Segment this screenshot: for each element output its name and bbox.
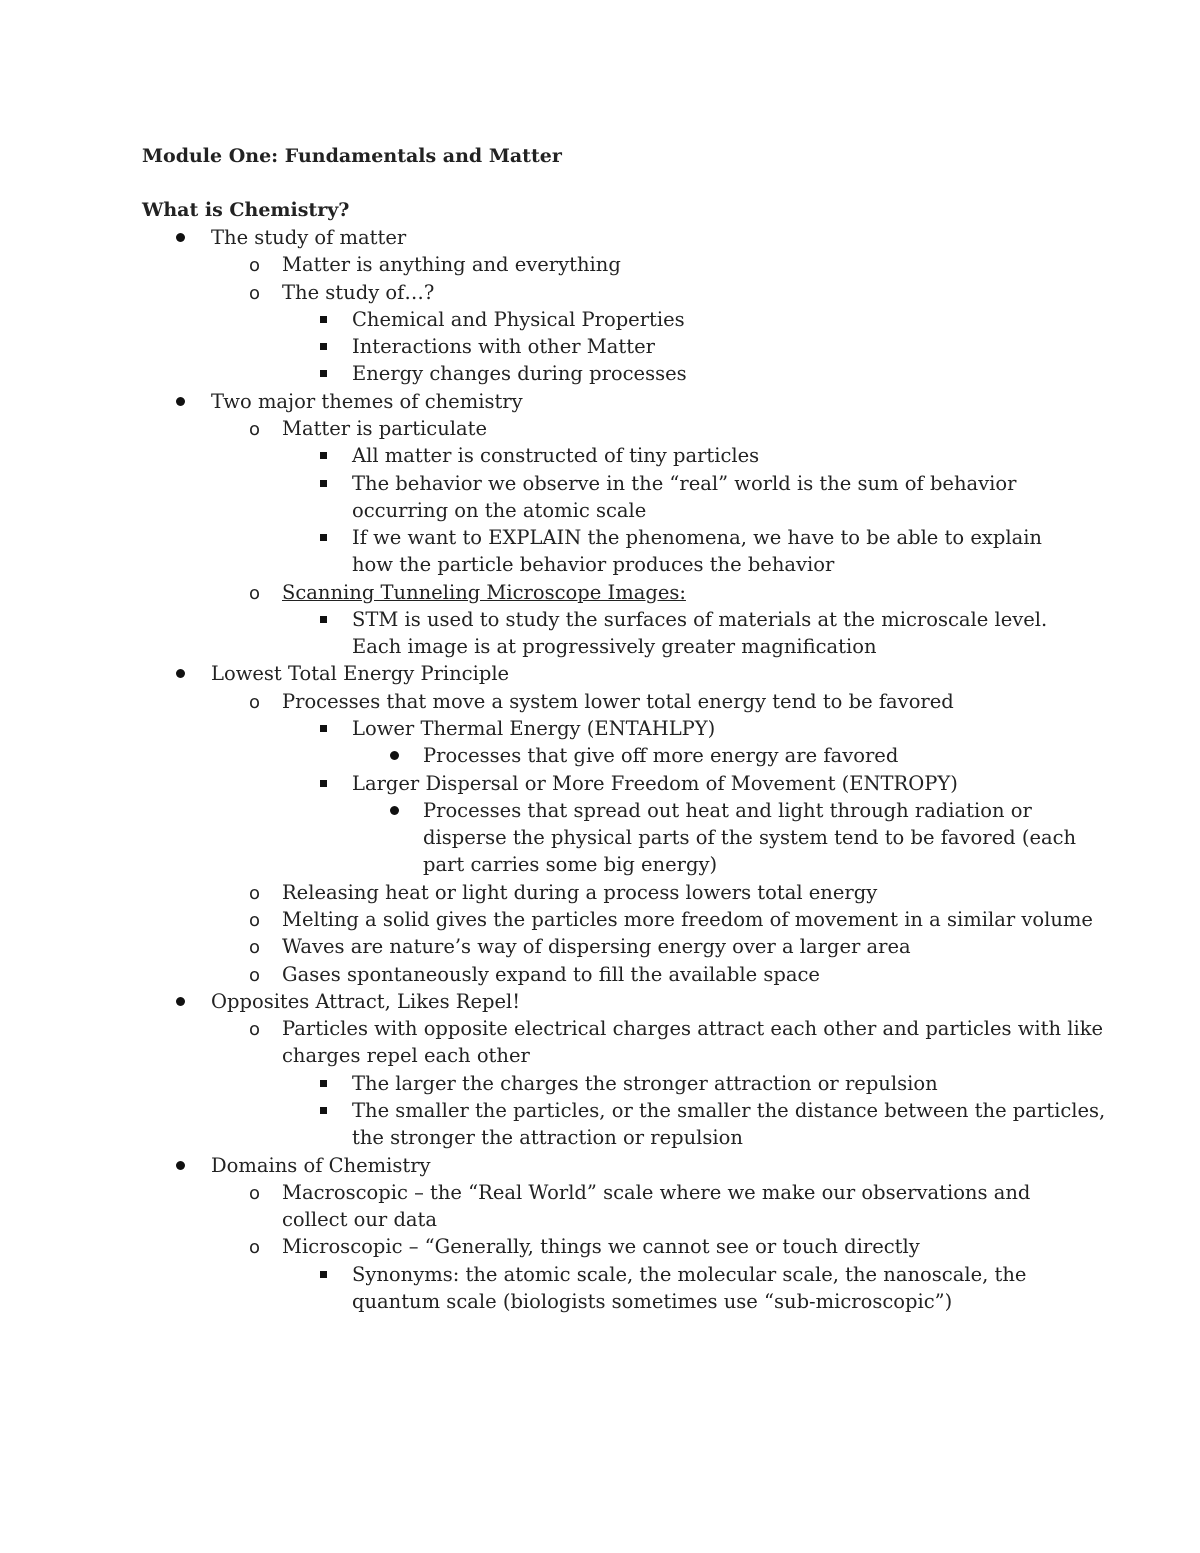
outline-item-level-2: Processes that move a system lower total energy tend to be favored — [282, 690, 954, 713]
outline-item-level-2: Macroscopic – the “Real World” scale where we make our observations and — [282, 1181, 1031, 1204]
outline-item-level-1: The study of matter — [211, 226, 407, 249]
outline-item-level-2: The study of…? — [282, 281, 435, 304]
section-heading: What is Chemistry? — [142, 199, 350, 221]
bullet-circle-icon: o — [249, 937, 261, 958]
bullet-disc-icon — [176, 997, 185, 1006]
bullet-square-icon — [320, 343, 327, 350]
outline-item-level-4: Processes that spread out heat and light through radiation or — [423, 799, 1032, 822]
outline-item-level-3: Energy changes during processes — [352, 362, 687, 385]
outline-item-level-3: The smaller the particles, or the smaller the distance between the particles, — [352, 1099, 1106, 1122]
outline-item-level-3: Lower Thermal Energy (ENTAHLPY) — [352, 717, 716, 740]
outline-item-level-1: Two major themes of chemistry — [211, 390, 523, 413]
bullet-circle-icon: o — [249, 419, 261, 440]
outline-item-level-2: Gases spontaneously expand to fill the available space — [282, 963, 820, 986]
bullet-square-icon — [320, 780, 327, 787]
bullet-disc-icon — [176, 233, 185, 242]
bullet-circle-icon: o — [249, 1237, 261, 1258]
outline-item-level-2: Releasing heat or light during a process lowers total energy — [282, 881, 878, 904]
bullet-square-icon — [320, 452, 327, 459]
outline-item-level-3: STM is used to study the surfaces of materials at the microscale level. — [352, 608, 1048, 631]
outline-item-level-1: Opposites Attract, Likes Repel! — [211, 990, 521, 1013]
bullet-square-icon — [320, 1107, 327, 1114]
outline-item-level-3: If we want to EXPLAIN the phenomena, we have to be able to explain — [352, 526, 1042, 549]
outline-item-level-4: Processes that give off more energy are favored — [423, 744, 899, 767]
outline-item-level-3: The larger the charges the stronger attraction or repulsion — [352, 1072, 938, 1095]
bullet-square-icon — [320, 1271, 327, 1278]
bullet-disc-icon — [176, 669, 185, 678]
bullet-square-icon — [320, 480, 327, 487]
bullet-square-icon — [320, 1080, 327, 1087]
outline-item-level-3: Interactions with other Matter — [352, 335, 655, 358]
outline-item-level-2: Melting a solid gives the particles more freedom of movement in a similar volume — [282, 908, 1093, 931]
outline-item-level-1: Domains of Chemistry — [211, 1154, 431, 1177]
bullet-circle-icon: o — [249, 583, 261, 604]
outline-item-level-4: disperse the physical parts of the system tend to be favored (each — [423, 826, 1077, 849]
bullet-circle-icon: o — [249, 255, 261, 276]
outline-item-level-1: Lowest Total Energy Principle — [211, 662, 510, 685]
bullet-disc-icon — [390, 806, 399, 815]
outline-item-level-2: Matter is particulate — [282, 417, 487, 440]
bullet-circle-icon: o — [249, 883, 261, 904]
outline-item-level-2: Scanning Tunneling Microscope Images: — [282, 581, 686, 604]
bullet-square-icon — [320, 534, 327, 541]
outline-item-level-2: Particles with opposite electrical charges attract each other and particles with like — [282, 1017, 1104, 1040]
bullet-circle-icon: o — [249, 965, 261, 986]
bullet-circle-icon: o — [249, 283, 261, 304]
outline-item-level-4: part carries some big energy) — [423, 853, 718, 876]
outline-item-level-3: The behavior we observe in the “real” world is the sum of behavior — [352, 472, 1017, 495]
bullet-disc-icon — [390, 751, 399, 760]
outline-item-level-3: Synonyms: the atomic scale, the molecular scale, the nanoscale, the — [352, 1263, 1027, 1286]
bullet-circle-icon: o — [249, 1183, 261, 1204]
bullet-square-icon — [320, 370, 327, 377]
bullet-disc-icon — [176, 1161, 185, 1170]
bullet-circle-icon: o — [249, 692, 261, 713]
outline-item-level-3: Each image is at progressively greater magnification — [352, 635, 877, 658]
outline-item-level-2: Microscopic – “Generally, things we cannot see or touch directly — [282, 1235, 920, 1258]
bullet-circle-icon: o — [249, 1019, 261, 1040]
outline-item-level-2: Waves are nature’s way of dispersing energy over a larger area — [282, 935, 911, 958]
outline-item-level-3: Chemical and Physical Properties — [352, 308, 685, 331]
bullet-square-icon — [320, 316, 327, 323]
bullet-square-icon — [320, 616, 327, 623]
outline-item-level-3: Larger Dispersal or More Freedom of Movement (ENTROPY) — [352, 772, 958, 795]
outline-item-level-2: Matter is anything and everything — [282, 253, 621, 276]
document-title: Module One: Fundamentals and Matter — [142, 145, 562, 167]
bullet-circle-icon: o — [249, 910, 261, 931]
outline-item-level-2: charges repel each other — [282, 1044, 530, 1067]
bullet-disc-icon — [176, 397, 185, 406]
outline-item-level-3: the stronger the attraction or repulsion — [352, 1126, 743, 1149]
outline-item-level-3: All matter is constructed of tiny particles — [352, 444, 760, 467]
outline-item-level-2: collect our data — [282, 1208, 438, 1231]
bullet-square-icon — [320, 725, 327, 732]
outline-item-level-3: occurring on the atomic scale — [352, 499, 647, 522]
outline-item-level-3: quantum scale (biologists sometimes use “sub-microscopic”) — [352, 1290, 953, 1313]
outline-item-level-3: how the particle behavior produces the behavior — [352, 553, 835, 576]
